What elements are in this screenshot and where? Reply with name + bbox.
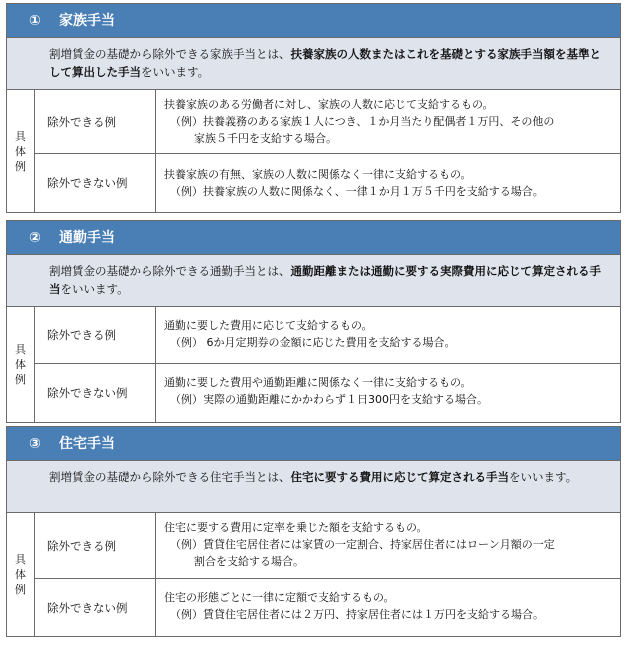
row-label: 除外できない例 bbox=[35, 579, 156, 636]
definition-text: 割増賃金の基礎から除外できる通勤手当とは、 bbox=[49, 264, 291, 278]
row-example bbox=[164, 606, 612, 623]
section-header bbox=[7, 427, 620, 461]
group-label bbox=[7, 90, 35, 212]
section-title: 住宅手当 bbox=[59, 436, 115, 452]
row-text: 通勤に要した費用や通勤距離に関係なく一律に支給するもの。 bbox=[164, 376, 472, 389]
example-row-excludable bbox=[35, 90, 620, 154]
row-description bbox=[156, 364, 620, 422]
section-number: ① bbox=[29, 13, 41, 29]
example-row-excludable bbox=[35, 307, 620, 364]
row-text: 扶養家族のある労働者に対し、家族の人数に応じて支給するもの。 bbox=[164, 98, 494, 111]
row-label: 除外できる例 bbox=[35, 90, 156, 153]
group-label bbox=[7, 307, 35, 422]
row-label: 除外できる例 bbox=[35, 307, 156, 363]
row-example bbox=[164, 113, 612, 147]
example-text: （例） 6か月定期券の金額に応じた費用を支給する場合。 bbox=[170, 336, 456, 349]
section-header bbox=[7, 4, 620, 38]
group-label-char: 具 bbox=[15, 129, 26, 143]
section-header bbox=[7, 221, 620, 255]
definition-text-end: をいいます。 bbox=[60, 282, 129, 296]
row-text: 扶養家族の有無、家族の人数に関係なく一律に支給するもの。 bbox=[164, 168, 472, 181]
section-definition bbox=[7, 38, 620, 90]
section-family-allowance bbox=[6, 3, 621, 213]
row-example bbox=[164, 536, 612, 570]
row-description bbox=[156, 579, 620, 636]
group-label-char: 例 bbox=[15, 159, 26, 173]
row-description bbox=[156, 307, 620, 363]
example-text: （例）扶養家族の人数に関係なく、一律１か月１万５千円を支給する場合。 bbox=[170, 185, 544, 198]
group-label-char: 例 bbox=[15, 583, 26, 596]
definition-bold-text: 通勤距離または通勤に要する実際費用に応じて算定される手当 bbox=[49, 264, 601, 296]
row-text: 住宅に要する費用に定率を乗じた額を支給するもの。 bbox=[164, 521, 428, 534]
section-number: ② bbox=[29, 230, 41, 246]
examples-block bbox=[7, 513, 620, 636]
definition-bold-text: 住宅に要する費用に応じて算定される手当 bbox=[290, 470, 509, 484]
example-text: （例）実際の通勤距離にかかわらず１日300円を支給する場合。 bbox=[170, 393, 488, 406]
examples-block bbox=[7, 90, 620, 212]
group-label-char: 体 bbox=[15, 568, 26, 581]
row-description bbox=[156, 90, 620, 153]
section-number: ③ bbox=[29, 436, 41, 452]
example-row-excludable bbox=[35, 513, 620, 579]
section-definition bbox=[7, 461, 620, 513]
section-definition bbox=[7, 255, 620, 307]
section-title: 家族手当 bbox=[59, 13, 115, 29]
row-description bbox=[156, 154, 620, 212]
row-text: 住宅の形態ごとに一律に定額で支給するもの。 bbox=[164, 591, 395, 604]
row-example bbox=[164, 334, 612, 351]
definition-text-end: をいいます。 bbox=[509, 470, 578, 484]
row-label: 除外できない例 bbox=[35, 364, 156, 422]
row-example bbox=[164, 183, 612, 200]
example-row-not-excludable bbox=[35, 579, 620, 636]
row-example bbox=[164, 391, 612, 408]
example-row-not-excludable bbox=[35, 364, 620, 422]
group-label-char: 体 bbox=[15, 144, 26, 158]
group-label bbox=[7, 513, 35, 636]
group-label-char: 体 bbox=[15, 358, 26, 371]
example-row-not-excludable bbox=[35, 154, 620, 212]
definition-text: 割増賃金の基礎から除外できる家族手当とは、 bbox=[49, 47, 291, 61]
row-description bbox=[156, 513, 620, 578]
example-text: （例）賃貸住宅居住者には２万円、持家居住者には１万円を支給する場合。 bbox=[170, 608, 544, 621]
section-housing-allowance bbox=[6, 426, 621, 637]
group-label-char: 具 bbox=[15, 553, 26, 566]
row-label: 除外できる例 bbox=[35, 513, 156, 578]
group-label-char: 具 bbox=[15, 343, 26, 356]
definition-text-end: をいいます。 bbox=[141, 65, 210, 79]
example-text: （例）扶養義務のある家族１人につき、１か月当たり配偶者１万円、その他の bbox=[170, 115, 555, 128]
example-text-cont: 家族５千円を支給する場合。 bbox=[194, 132, 337, 145]
row-label: 除外できない例 bbox=[35, 154, 156, 212]
examples-block bbox=[7, 307, 620, 422]
row-text: 通勤に要した費用に応じて支給するもの。 bbox=[164, 319, 373, 332]
section-title: 通勤手当 bbox=[59, 230, 115, 246]
group-label-char: 例 bbox=[15, 373, 26, 386]
example-text: （例）賃貸住宅居住者には家賃の一定割合、持家居住者にはローン月額の一定 bbox=[170, 538, 555, 551]
definition-bold-text: 扶養家族の人数またはこれを基礎とする家族手当額を基準として算出した手当 bbox=[49, 47, 601, 79]
example-text-cont: 割合を支給する場合。 bbox=[194, 555, 304, 568]
section-commuting-allowance bbox=[6, 220, 621, 423]
definition-text: 割増賃金の基礎から除外できる住宅手当とは、 bbox=[49, 470, 291, 484]
